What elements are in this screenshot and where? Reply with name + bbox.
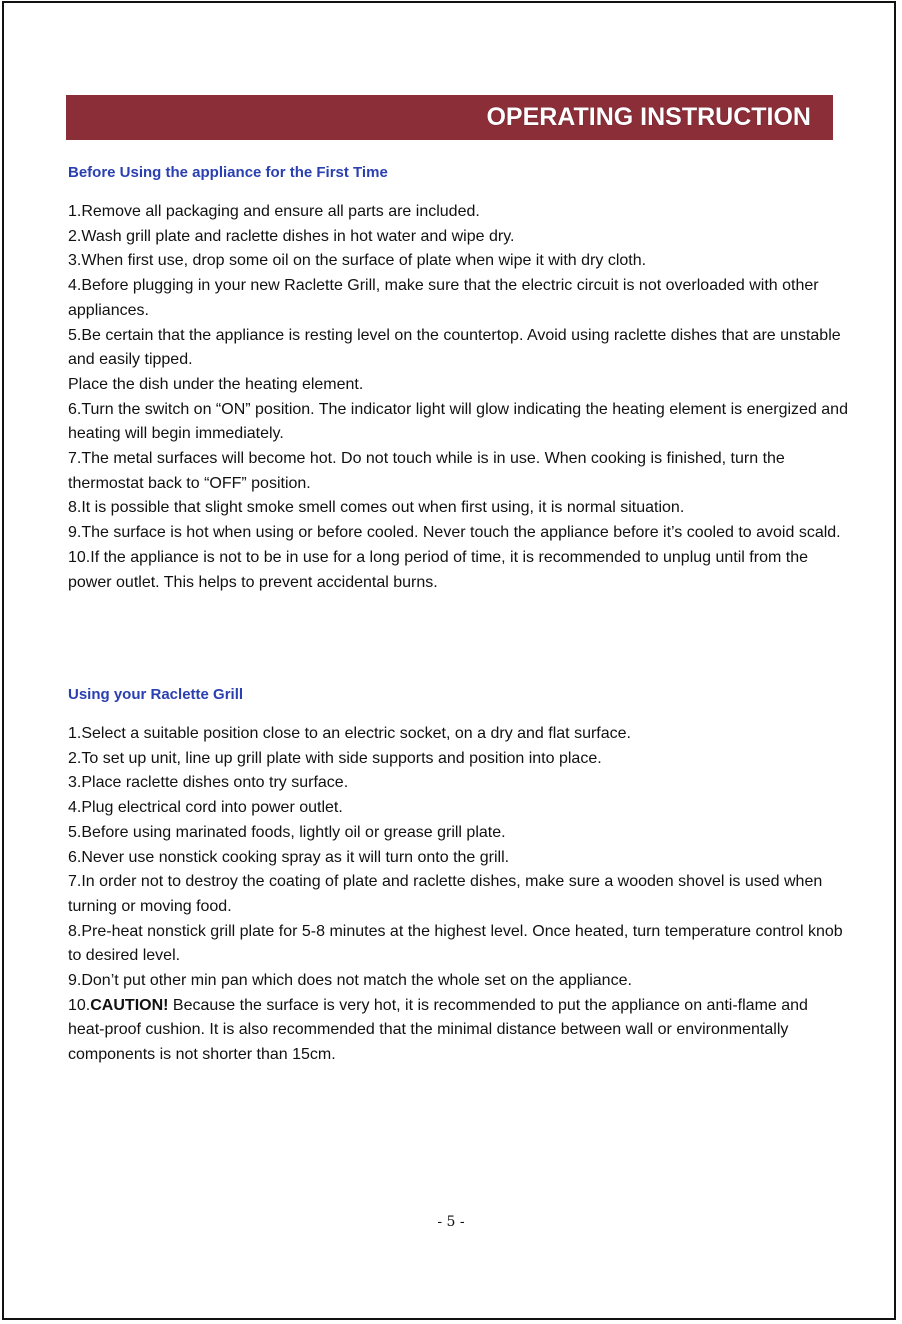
section-banner <box>66 95 833 140</box>
list-item-caution <box>68 994 848 1068</box>
first-time-heading: Before Using the appliance for the First Time <box>68 164 388 181</box>
list-item: 2.To set up unit, line up grill plate with side supports and position into place. <box>68 749 602 767</box>
caution-text: Because the surface is very hot, it is recommended to put the appliance on anti-flame and heat-proof cushion. It is also recommended that the minimal distance between wall or environmentally components is not shorter than 15cm. <box>68 996 808 1064</box>
page-number: - 5 - <box>437 1214 465 1230</box>
list-item: 9.The surface is hot when using or before cooled. Never touch the appliance before it’s cooled to avoid scald. <box>68 524 841 542</box>
first-time-instructions <box>68 200 848 595</box>
list-item: 4.Before plugging in your new Raclette Grill, make sure that the electric circuit is not overloaded with other appliances. <box>68 277 819 319</box>
list-item: 6.Never use nonstick cooking spray as it will turn onto the grill. <box>68 848 510 866</box>
item-number: 10. <box>68 996 91 1014</box>
list-item: 3.When first use, drop some oil on the surface of plate when wipe it with dry cloth. <box>68 252 647 270</box>
list-item: 8.It is possible that slight smoke smell comes out when first using, it is normal situation. <box>68 499 685 517</box>
using-grill-heading: Using your Raclette Grill <box>68 686 244 703</box>
list-item: 4.Plug electrical cord into power outlet. <box>68 799 343 817</box>
list-item: 5.Be certain that the appliance is resting level on the countertop. Avoid using raclette dishes that are unstable and easily tipped. <box>68 326 841 369</box>
list-item: 8.Pre-heat nonstick grill plate for 5-8 minutes at the highest level. Once heated, turn temperature control knob to desired level. <box>68 922 843 965</box>
list-item: 2.Wash grill plate and raclette dishes in hot water and wipe dry. <box>68 227 515 245</box>
list-item: 3.Place raclette dishes onto try surface. <box>68 774 349 792</box>
banner-title: OPERATING INSTRUCTION <box>486 103 811 131</box>
list-item: 9.Don’t put other min pan which does not match the whole set on the appliance. <box>68 972 632 990</box>
manual-page <box>2 1 896 1320</box>
using-grill-instructions <box>68 722 848 1068</box>
caution-label: CAUTION! <box>90 996 169 1014</box>
list-item: 7.The metal surfaces will become hot. Do not touch while is in use. When cooking is finished, turn the thermostat back to “OFF” position. <box>68 450 785 492</box>
list-item: 7.In order not to destroy the coating of plate and raclette dishes, make sure a wooden shovel is used when turning or moving food. <box>68 873 823 915</box>
list-item: Place the dish under the heating element. <box>68 375 364 393</box>
list-item: 5.Before using marinated foods, lightly oil or grease grill plate. <box>68 823 506 841</box>
list-item: 1.Remove all packaging and ensure all parts are included. <box>68 203 480 220</box>
list-item: 1.Select a suitable position close to an electric socket, on a dry and flat surface. <box>68 725 631 742</box>
list-item: 6.Turn the switch on “ON” position. The indicator light will glow indicating the heating element is energized and heating will begin immediately. <box>68 400 848 443</box>
list-item: 10.If the appliance is not to be in use for a long period of time, it is recommended to unplug until from the power outlet. This helps to prevent accidental burns. <box>68 548 808 591</box>
